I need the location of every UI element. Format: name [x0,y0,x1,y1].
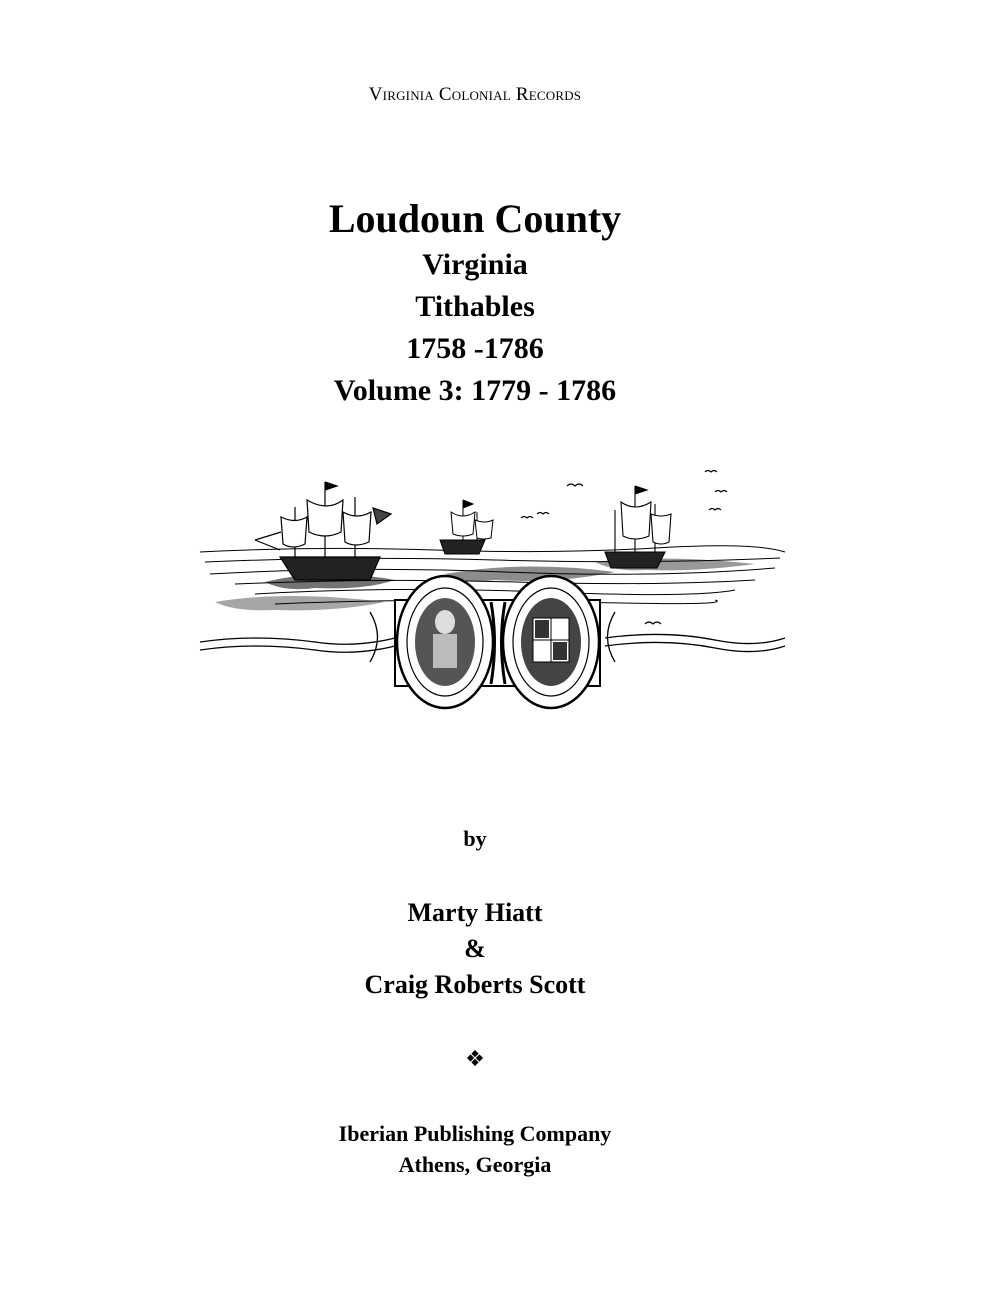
date-range: 1758 -1786 [406,332,544,365]
subject-subtitle: Tithables [415,290,535,323]
volume-label: Volume 3: 1779 - 1786 [333,374,617,407]
ships-and-seals-engraving-icon [195,462,790,712]
by-label: by [463,826,487,851]
series-header: Virginia Colonial Records [368,84,582,105]
state-subtitle: Virginia [422,248,528,281]
author-name: Marty Hiatt [407,898,543,927]
book-title: Loudoun County [328,196,622,241]
ampersand: & [464,934,486,963]
coauthor-name: Craig Roberts Scott [364,970,586,999]
publisher-name: Iberian Publishing Company [338,1121,612,1146]
diamond-ornament-icon: ❖ [465,1046,485,1071]
publisher-city: Athens, Georgia [398,1152,552,1177]
